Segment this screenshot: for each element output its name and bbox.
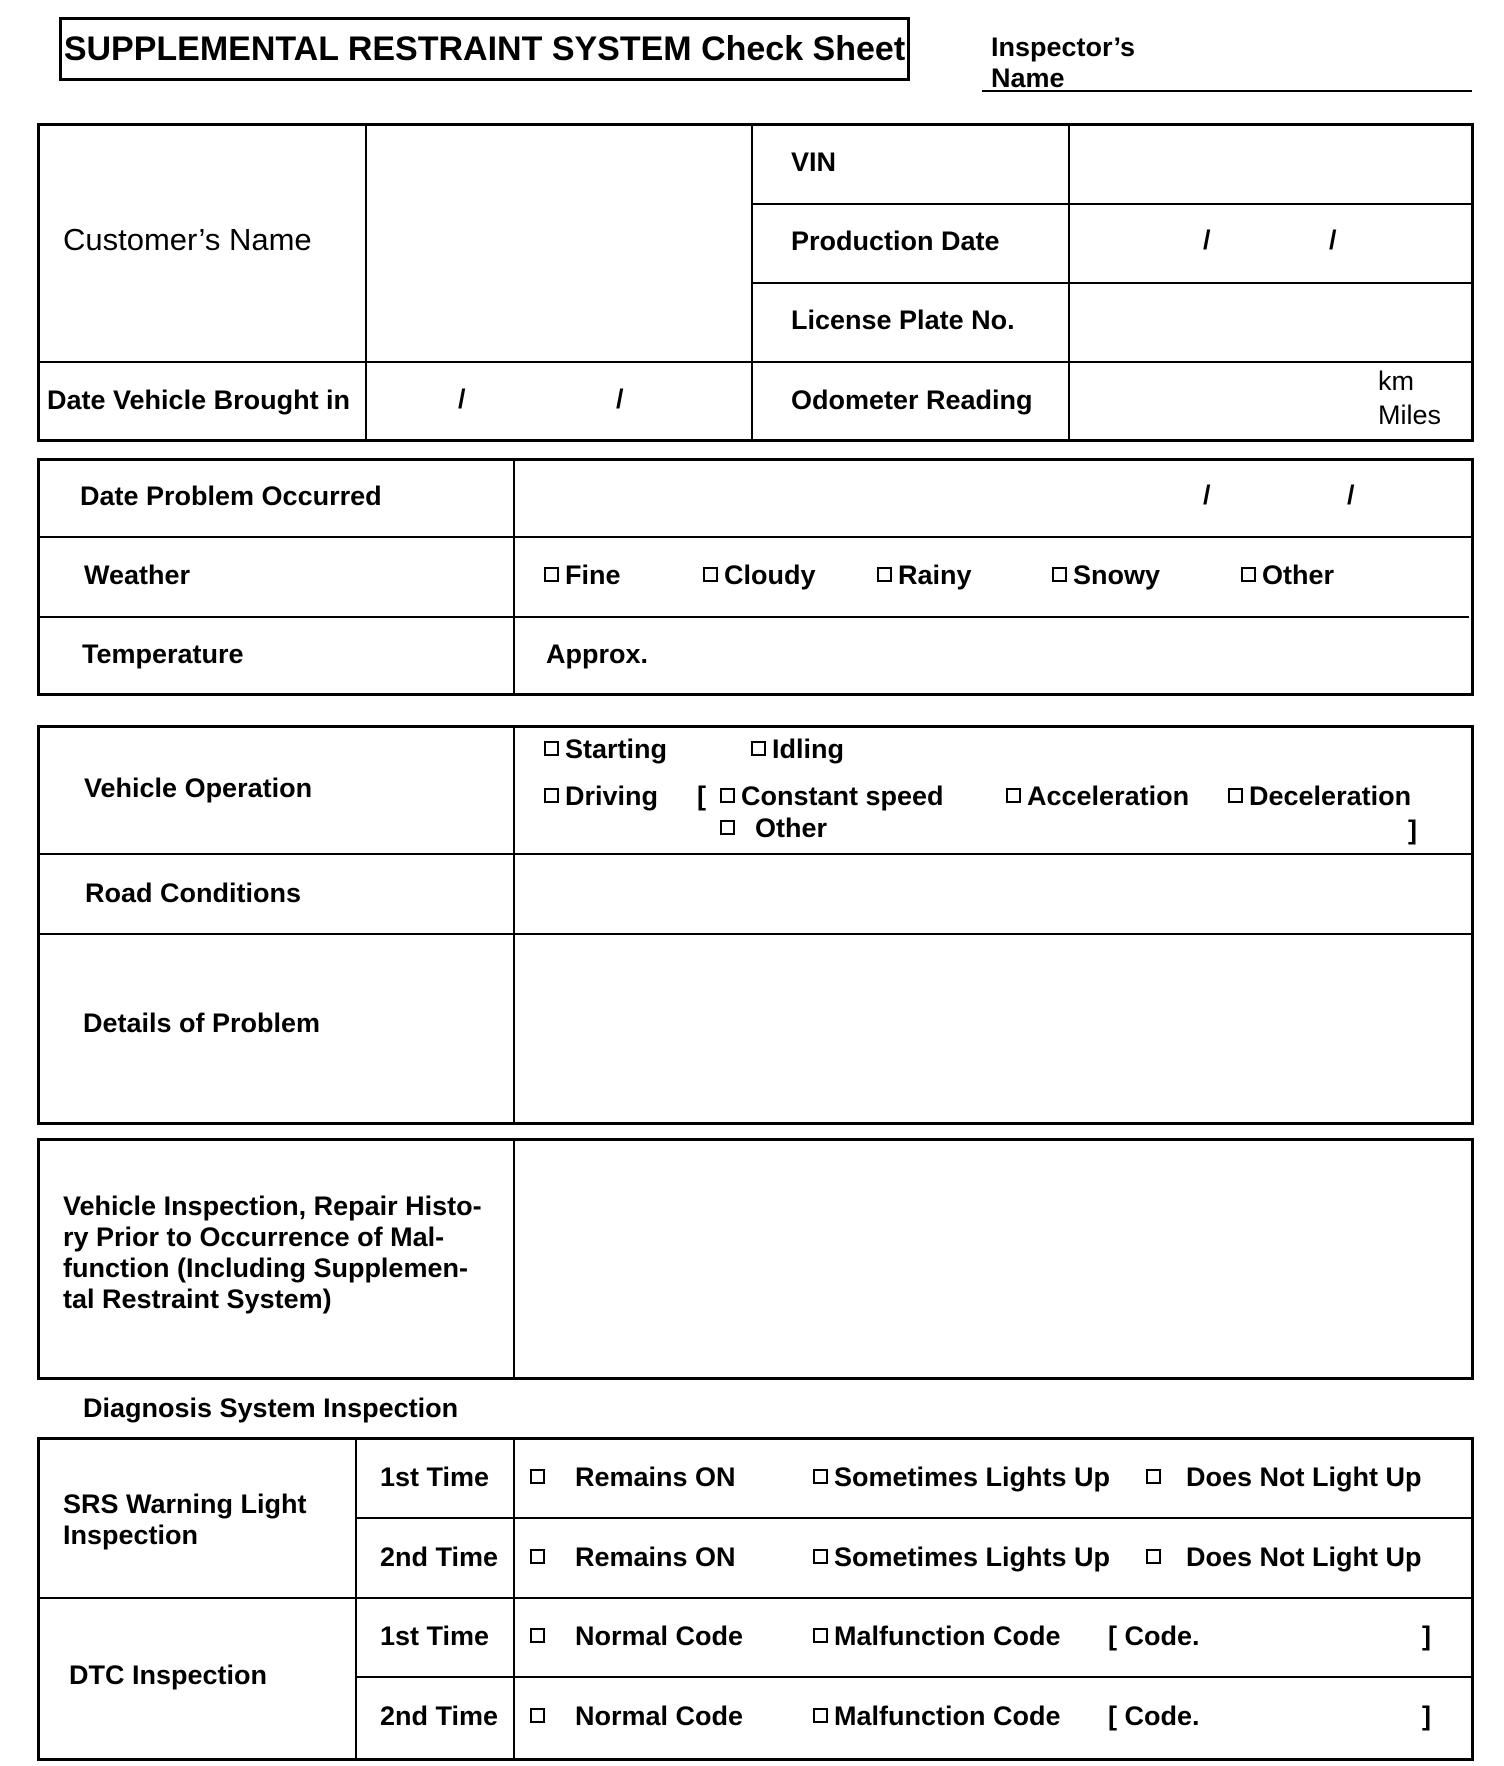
checkbox-icon xyxy=(703,567,718,582)
dtc-2nd-code-close: ] xyxy=(1422,1701,1431,1731)
checkbox-icon xyxy=(1228,788,1243,803)
srs-2nd-sometimes[interactable]: Sometimes Lights Up xyxy=(813,1541,1110,1573)
road-conditions-label: Road Conditions xyxy=(85,878,301,908)
date-brought-in-slash-2: / xyxy=(616,384,624,414)
operation-deceleration[interactable]: Deceleration xyxy=(1228,780,1411,812)
checkbox-icon xyxy=(530,1708,545,1723)
odometer-label: Odometer Reading xyxy=(791,385,1033,415)
operation-idling[interactable]: Idling xyxy=(751,733,844,765)
date-problem-slash-2: / xyxy=(1347,480,1355,510)
checkbox-icon xyxy=(813,1708,828,1723)
date-problem-label: Date Problem Occurred xyxy=(80,481,382,511)
license-plate-field[interactable] xyxy=(1072,285,1470,359)
inspector-name-label: Inspector’s Name xyxy=(991,32,1136,93)
road-conditions-field[interactable] xyxy=(516,856,1471,931)
checkbox-icon xyxy=(530,1549,545,1564)
dtc-1st-code-close: ] xyxy=(1422,1621,1431,1651)
production-date-slash-2: / xyxy=(1329,225,1337,255)
history-label: Vehicle Inspection, Repair Histo- ry Prior to Occurrence of Mal- function (Including Supplemen- tal Restraint System) xyxy=(63,1191,482,1314)
checkbox-icon xyxy=(1146,1469,1161,1484)
srs-1st-does-not[interactable]: Does Not Light Up xyxy=(1146,1461,1421,1493)
date-brought-in-slash-1: / xyxy=(458,384,466,414)
srs-2nd-does-not[interactable]: Does Not Light Up xyxy=(1146,1541,1421,1573)
customer-name-label: Customer’s Name xyxy=(63,222,312,257)
production-date-label: Production Date xyxy=(791,226,1000,256)
temperature-label: Temperature xyxy=(82,639,244,669)
license-plate-label: License Plate No. xyxy=(791,305,1015,335)
operation-constant-speed[interactable]: Constant speed xyxy=(720,780,944,812)
checkbox-icon xyxy=(544,741,559,756)
dtc-1st-code-open: [ Code. xyxy=(1108,1621,1200,1651)
dtc-inspection-label: DTC Inspection xyxy=(69,1660,268,1690)
km-unit: km xyxy=(1378,366,1414,396)
srs-1st-time-label: 1st Time xyxy=(380,1462,490,1492)
checkbox-icon xyxy=(530,1628,545,1643)
driving-open-bracket: [ xyxy=(697,781,706,811)
dtc-1st-code-field[interactable] xyxy=(1204,1610,1414,1660)
checkbox-icon xyxy=(530,1469,545,1484)
checkbox-icon xyxy=(544,788,559,803)
details-of-problem-field[interactable] xyxy=(516,936,1471,1122)
checkbox-icon xyxy=(1006,788,1021,803)
operation-other[interactable]: Other xyxy=(720,812,827,844)
miles-unit: Miles xyxy=(1378,400,1442,430)
driving-close-bracket: ] xyxy=(1408,815,1417,845)
vin-field[interactable] xyxy=(1072,126,1470,201)
dtc-1st-normal-code[interactable]: Normal Code xyxy=(530,1620,743,1652)
operation-driving[interactable]: Driving xyxy=(544,780,658,812)
date-problem-slash-1: / xyxy=(1203,480,1211,510)
date-brought-in-label: Date Vehicle Brought in xyxy=(47,385,351,415)
checkbox-icon xyxy=(751,741,766,756)
production-date-slash-1: / xyxy=(1203,225,1211,255)
checkbox-icon xyxy=(544,567,559,582)
srs-2nd-remains-on[interactable]: Remains ON xyxy=(530,1541,736,1573)
checkbox-icon xyxy=(720,820,735,835)
checkbox-icon xyxy=(813,1549,828,1564)
checkbox-icon xyxy=(813,1628,828,1643)
customer-name-field[interactable] xyxy=(368,126,748,359)
dtc-1st-time-label: 1st Time xyxy=(380,1621,490,1651)
dtc-2nd-malfunction-code[interactable]: Malfunction Code xyxy=(813,1700,1060,1732)
dtc-2nd-time-label: 2nd Time xyxy=(380,1701,499,1731)
odometer-field[interactable] xyxy=(1072,364,1372,440)
srs-2nd-time-label: 2nd Time xyxy=(380,1542,499,1572)
operation-starting[interactable]: Starting xyxy=(544,733,667,765)
checkbox-icon xyxy=(877,567,892,582)
checkbox-icon xyxy=(720,788,735,803)
dtc-2nd-normal-code[interactable]: Normal Code xyxy=(530,1700,743,1732)
operation-acceleration[interactable]: Acceleration xyxy=(1006,780,1189,812)
checkbox-icon xyxy=(1241,567,1256,582)
weather-rainy[interactable]: Rainy xyxy=(877,559,972,591)
weather-fine[interactable]: Fine xyxy=(544,559,621,591)
vehicle-operation-label: Vehicle Operation xyxy=(84,773,313,803)
vin-label: VIN xyxy=(791,147,837,177)
checkbox-icon xyxy=(813,1469,828,1484)
diagnosis-heading: Diagnosis System Inspection xyxy=(83,1393,459,1423)
weather-label: Weather xyxy=(84,560,191,590)
dtc-1st-malfunction-code[interactable]: Malfunction Code xyxy=(813,1620,1060,1652)
weather-snowy[interactable]: Snowy xyxy=(1052,559,1160,591)
page-title: SUPPLEMENTAL RESTRAINT SYSTEM Check Sheet xyxy=(59,17,910,81)
srs-1st-sometimes[interactable]: Sometimes Lights Up xyxy=(813,1461,1110,1493)
history-field[interactable] xyxy=(516,1141,1471,1377)
srs-1st-remains-on[interactable]: Remains ON xyxy=(530,1461,736,1493)
checkbox-icon xyxy=(1146,1549,1161,1564)
dtc-2nd-code-field[interactable] xyxy=(1204,1690,1414,1740)
weather-cloudy[interactable]: Cloudy xyxy=(703,559,816,591)
weather-other[interactable]: Other xyxy=(1241,559,1334,591)
temperature-approx: Approx. xyxy=(546,639,649,669)
srs-warning-light-label: SRS Warning Light Inspection xyxy=(63,1489,307,1550)
details-of-problem-label: Details of Problem xyxy=(83,1008,321,1038)
inspector-name-field[interactable] xyxy=(982,90,1472,92)
checkbox-icon xyxy=(1052,567,1067,582)
dtc-2nd-code-open: [ Code. xyxy=(1108,1701,1200,1731)
